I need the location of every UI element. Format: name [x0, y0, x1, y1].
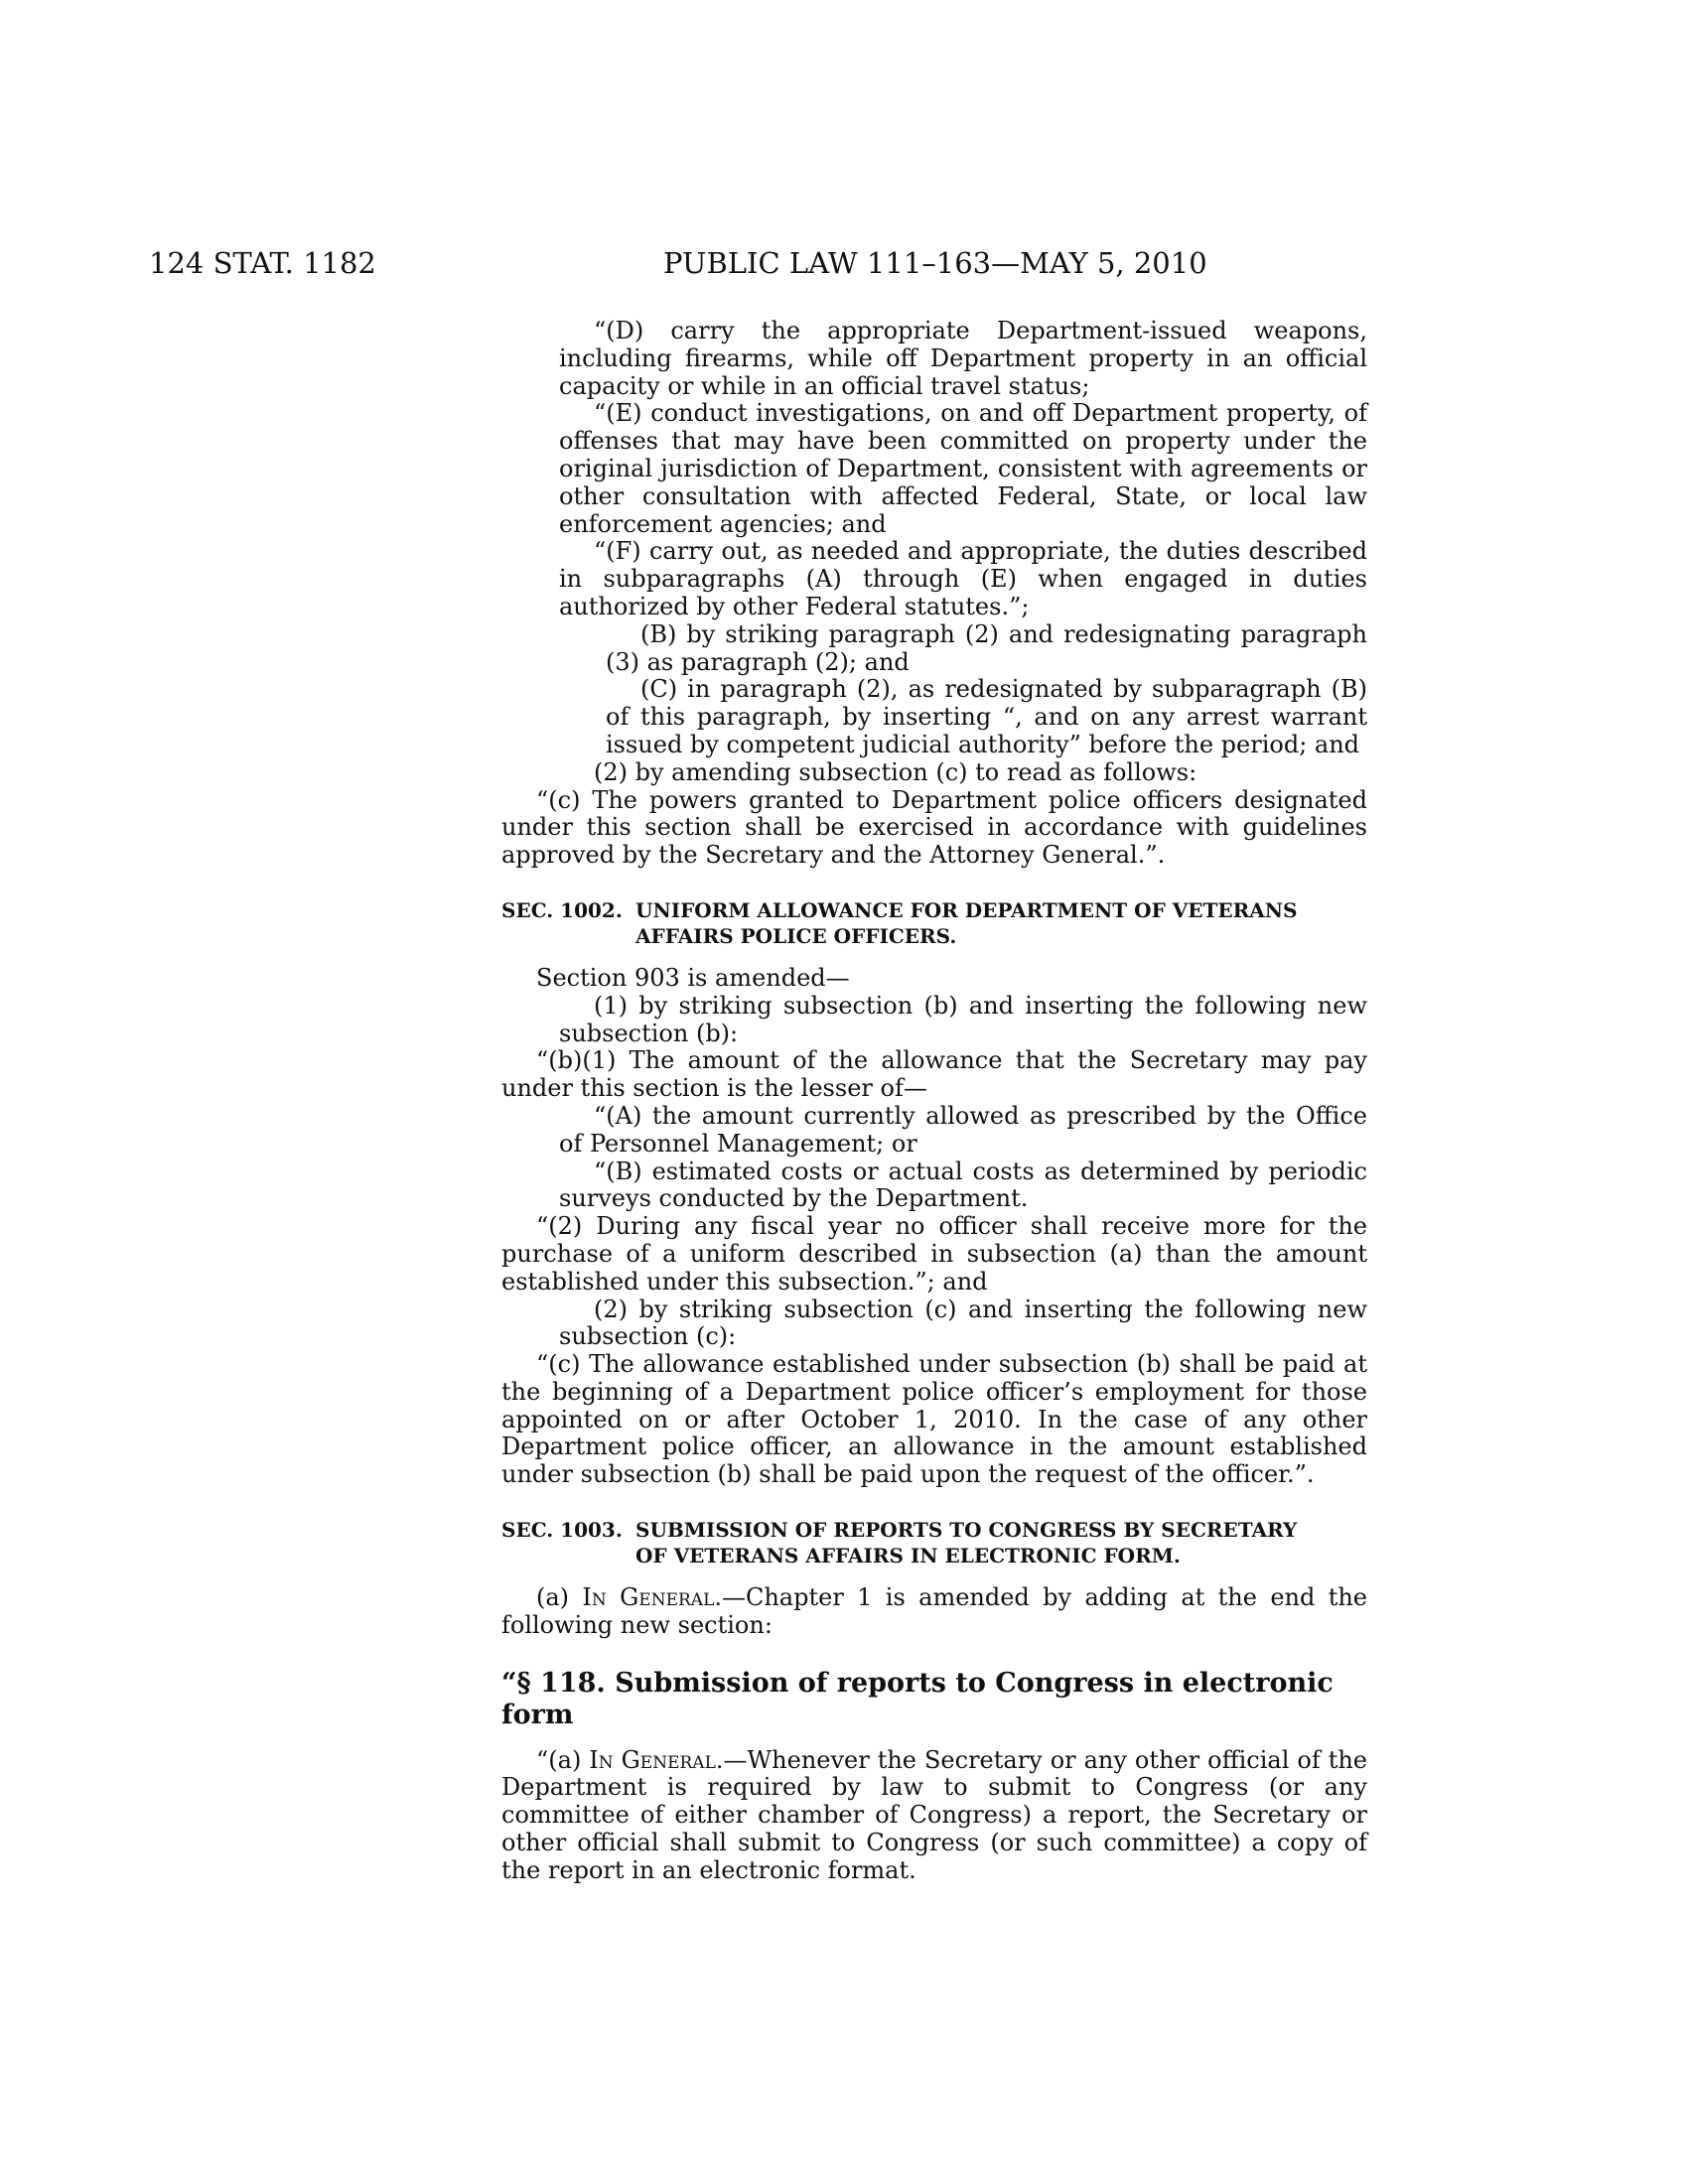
small-caps-heading: In General	[582, 1583, 715, 1612]
body: .—Chapter 1 is amended by adding at the end the following new section:	[501, 1583, 1368, 1639]
subparagraph-c: (C) in paragraph (2), as redesignated by subparagraph (B) of this paragraph, by inserting “, and on any arrest warrant issued by competent judicial authority” before the period; and	[606, 675, 1367, 758]
subsection-c-allowance: “(c) The allowance established under subsection (b) shall be paid at the beginning of a Department police officer’s employment for those appointed on or after October 1, 2010. In the case of any other Department police officer, an allowance in the amount established under subsection (b) shall be paid upon the request of the officer.”.	[501, 1350, 1367, 1489]
amendment-item-2: (2) by amending subsection (c) to read as follows:	[594, 757, 1197, 786]
lead: (a)	[536, 1583, 583, 1612]
subparagraph-b: (B) by striking paragraph (2) and redesignating paragraph (3) as paragraph (2); and	[606, 619, 1367, 676]
stat-reference: 124 STAT. 1182	[149, 246, 376, 280]
lead: “(a)	[536, 1745, 590, 1774]
running-head: PUBLIC LAW 111–163—MAY 5, 2010	[663, 246, 1207, 280]
clause-a: “(A) the amount currently allowed as prescribed by the Office of Personnel Management; or	[559, 1101, 1367, 1158]
section-label: SEC. 1002.	[501, 897, 623, 922]
body: .—Whenever the Secretary or any other official of the Department is required by law to submit to Congress (or any committee of either chamber of Congress) a report, the Secretary or other official shall submit to Congress (or such committee) a copy of the report in an electronic format.	[501, 1745, 1368, 1884]
clause-b: “(B) estimated costs or actual costs as determined by periodic surveys conducted by the Department.	[559, 1157, 1367, 1213]
section-title-line-1: UNIFORM ALLOWANCE FOR DEPARTMENT OF VETERANS	[635, 897, 1298, 922]
section-intro: Section 903 is amended—	[536, 963, 850, 992]
paragraph-e: “(E) conduct investigations, on and off Department property, of offenses that may have been committed on property under the original jurisdiction of Department, consistent with agreements or other consultation with affected Federal, State, or local law enforcement agencies; and	[559, 399, 1367, 538]
section-1002-heading	[501, 897, 1367, 949]
section-118-a	[501, 1747, 1367, 1885]
section-title-line-2: AFFAIRS POLICE OFFICERS.	[635, 923, 957, 948]
subsection-c-text: “(c) The powers granted to Department police officers designated under this section shall be exercised in accordance with guidelines approved by the Secretary and the Attorney General.”.	[501, 785, 1367, 870]
paragraph-d: “(D) carry the appropriate Department-issued weapons, including firearms, while off Department property in an official capacity or while in an official travel status;	[559, 317, 1367, 400]
amendment-item-2b: (2) by striking subsection (c) and inserting the following new subsection (c):	[559, 1295, 1367, 1351]
small-caps-heading: In General	[589, 1745, 716, 1774]
subsection-a-general	[501, 1584, 1367, 1640]
subsection-b1-text: “(b)(1) The amount of the allowance that the Secretary may pay under this section is the lesser of—	[501, 1046, 1367, 1103]
section-title-line-2: OF VETERANS AFFAIRS IN ELECTRONIC FORM.	[635, 1544, 1181, 1569]
paragraph-2-text: “(2) During any fiscal year no officer shall receive more for the purchase of a uniform described in subsection (a) than the amount established under this subsection.”; and	[501, 1212, 1367, 1296]
section-118-heading: “§ 118. Submission of reports to Congress in electronic form	[501, 1667, 1334, 1730]
body-text	[501, 318, 1367, 1885]
page-header	[0, 246, 1688, 286]
section-label: SEC. 1003.	[501, 1518, 623, 1543]
section-title-line-1: SUBMISSION OF REPORTS TO CONGRESS BY SECRETARY	[635, 1518, 1298, 1543]
section-1003-heading	[501, 1517, 1367, 1569]
paragraph-f: “(F) carry out, as needed and appropriate, the duties described in subparagraphs (A) through (E) when engaged in duties authorized by other Federal statutes.”;	[559, 537, 1367, 620]
amendment-item-1: (1) by striking subsection (b) and inserting the following new subsection (b):	[559, 991, 1367, 1047]
